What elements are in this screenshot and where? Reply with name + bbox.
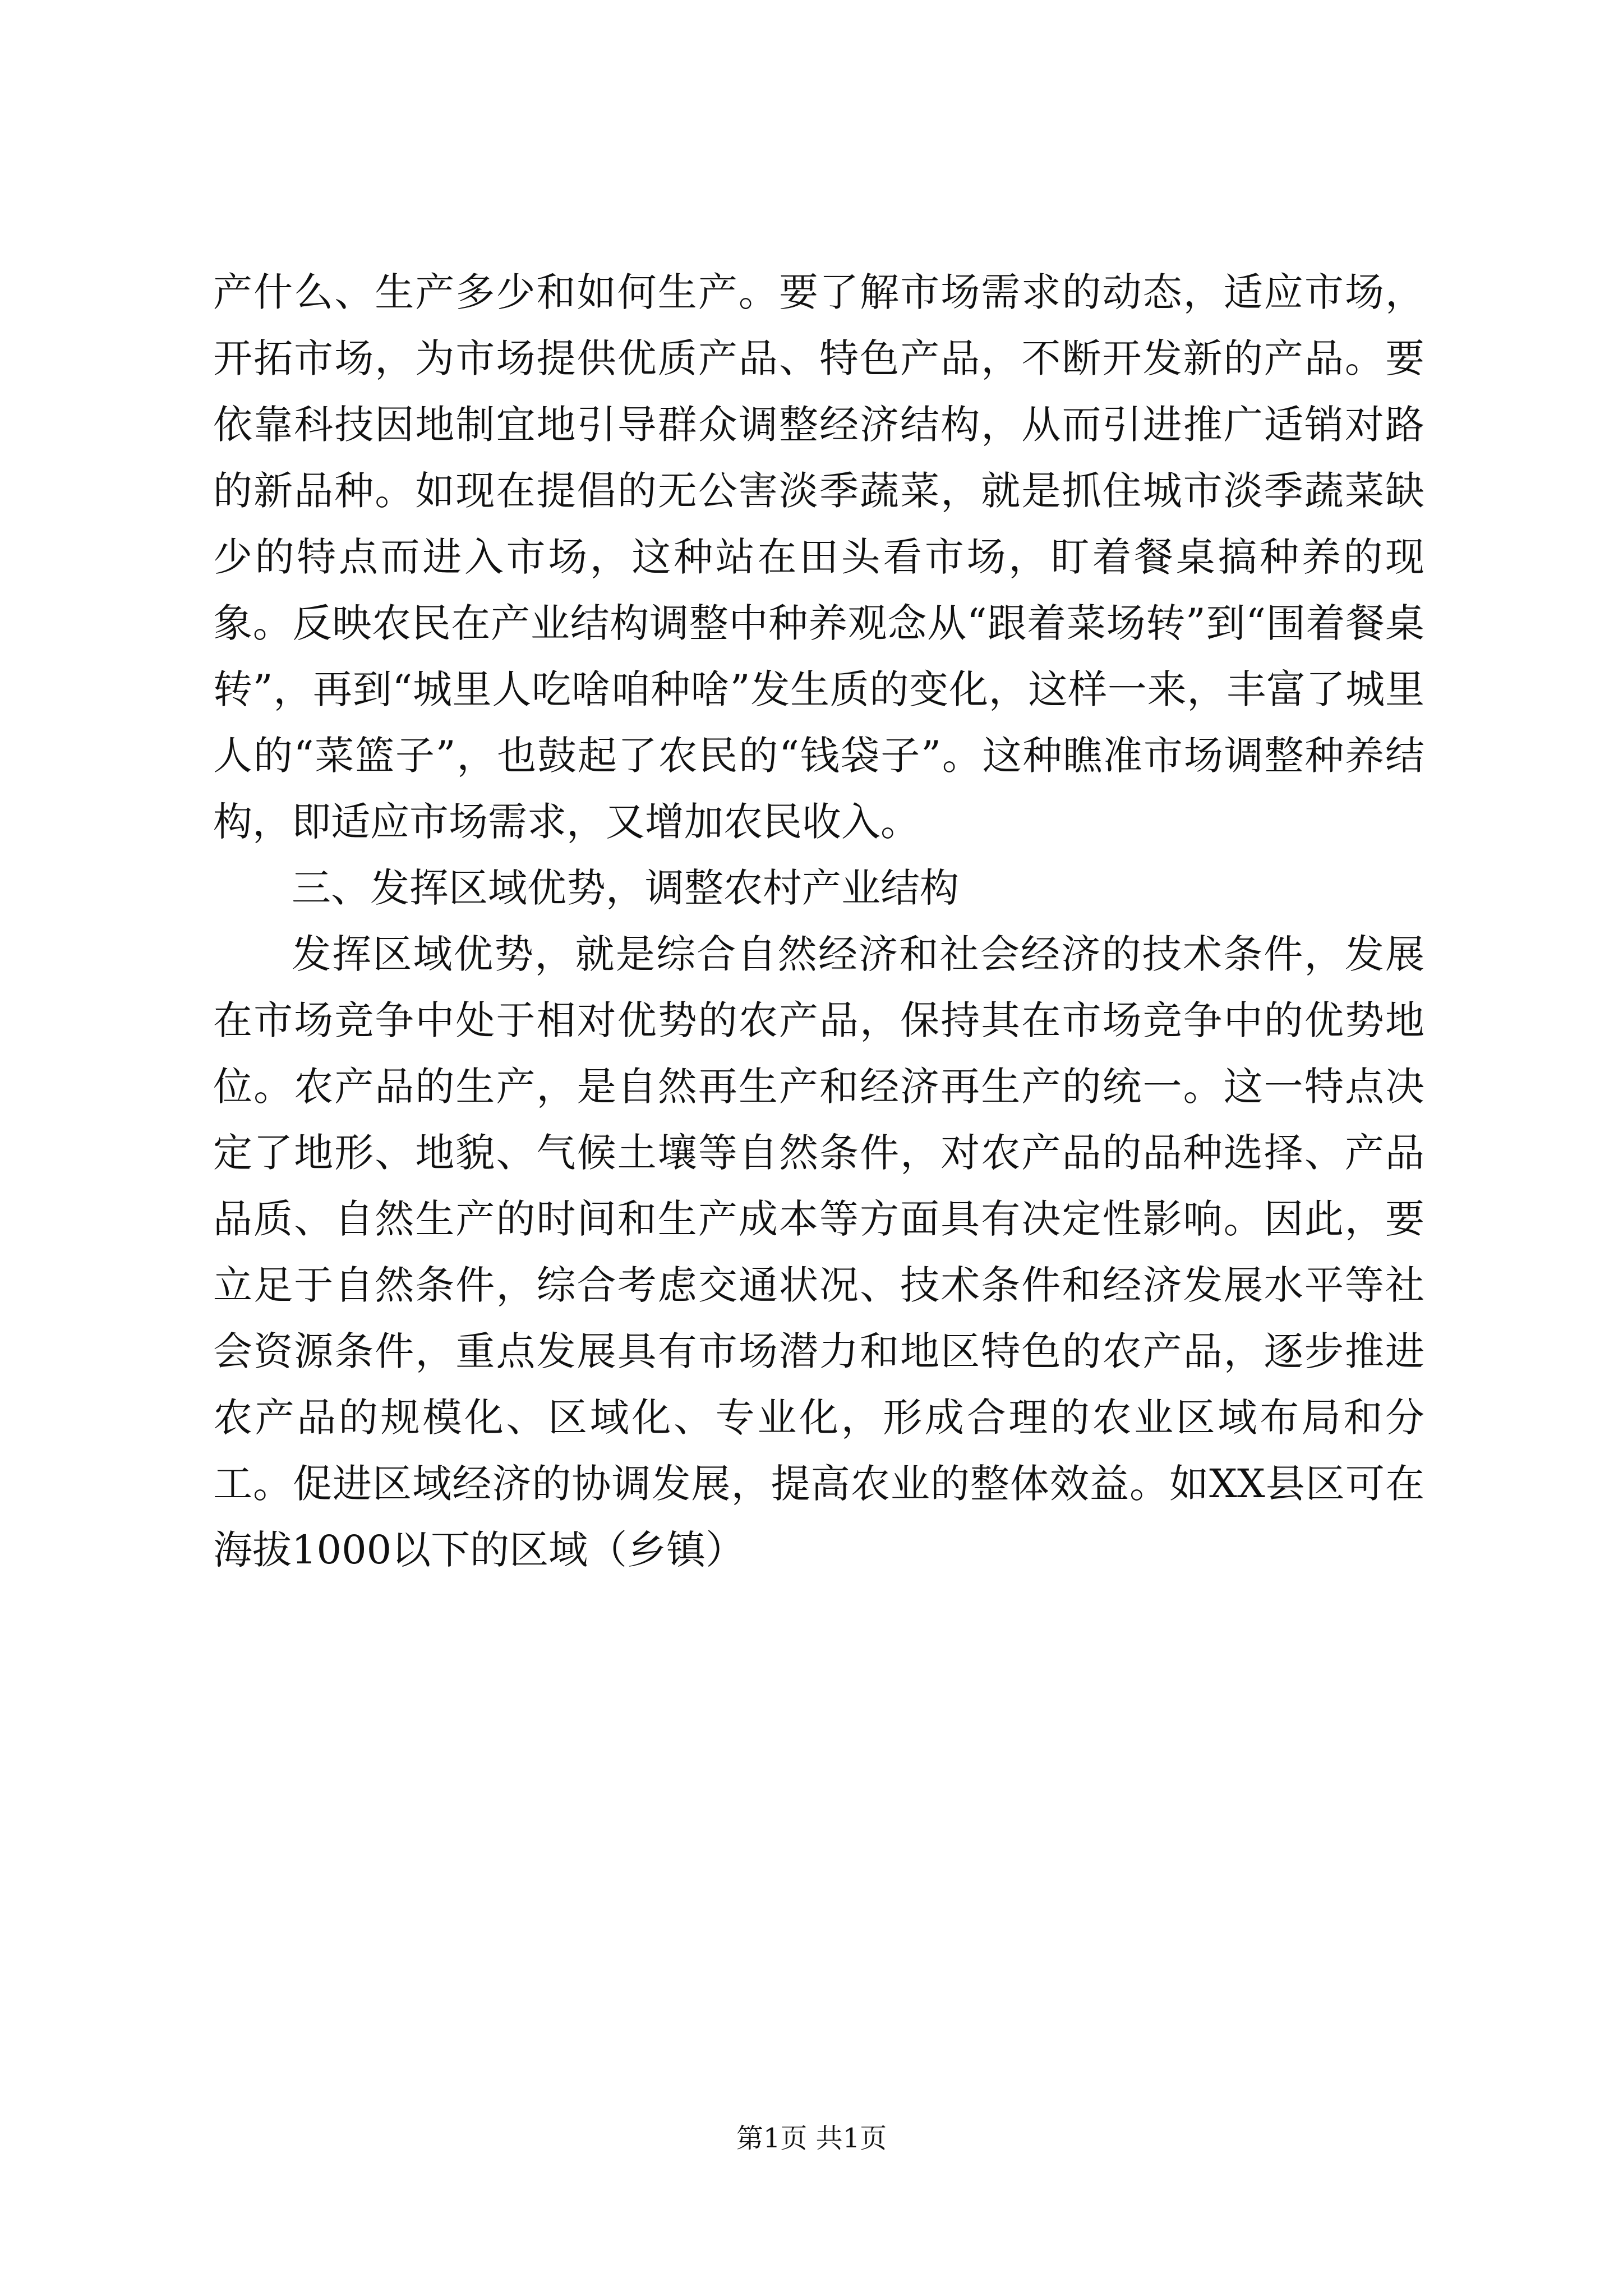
body-paragraph-1: 产什么、生产多少和如何生产。要了解市场需求的动态，适应市场，开拓市场，为市场提供优质产品、特色产品，不断开发新的产品。要依靠科技因地制宜地引导群众调整经济结构，从而引进推广适销对路的新品种。如现在提倡的无公害淡季蔬菜，就是抓住城市淡季蔬菜缺少的特点而进入市场，这种站在田头看市场，盯着餐桌搞种养的现象。反映农民在产业结构调整中种养观念从“跟着菜场转”到“围着餐桌转”，再到“城里人吃啥咱种啥”发生质的变化，这样一来，丰富了城里人的“菜篮子”，也鼓起了农民的“钱袋子”。这种瞧准市场调整种养结构，即适应市场需求，又增加农民收入。 — [213, 269, 1424, 845]
section-heading: 三、发挥区域优势，调整农村产业结构 — [292, 865, 959, 911]
body-paragraph-2: 发挥区域优势，就是综合自然经济和社会经济的技术条件，发展在市场竞争中处于相对优势的农产品，保持其在市场竞争中的优势地位。农产品的生产，是自然再生产和经济再生产的统一。这一特点决定了地形、地貌、气候土壤等自然条件，对农产品的品种选择、产品品质、自然生产的时间和生产成本等方面具有决定性影响。因此，要立足于自然条件，综合考虑交通状况、技术条件和经济发展水平等社会资源条件，重点发展具有市场潜力和地区特色的农产品，逐步推进农产品的规模化、区域化、专业化，形成合理的农业区域布局和分工。促进区域经济的协调发展，提高农业的整体效益。如XX县区可在海拔1000以下的区域（乡镇） — [213, 931, 1424, 1573]
document-body — [213, 259, 1424, 1583]
page-footer: 第1页 共1页 — [736, 2123, 887, 2154]
